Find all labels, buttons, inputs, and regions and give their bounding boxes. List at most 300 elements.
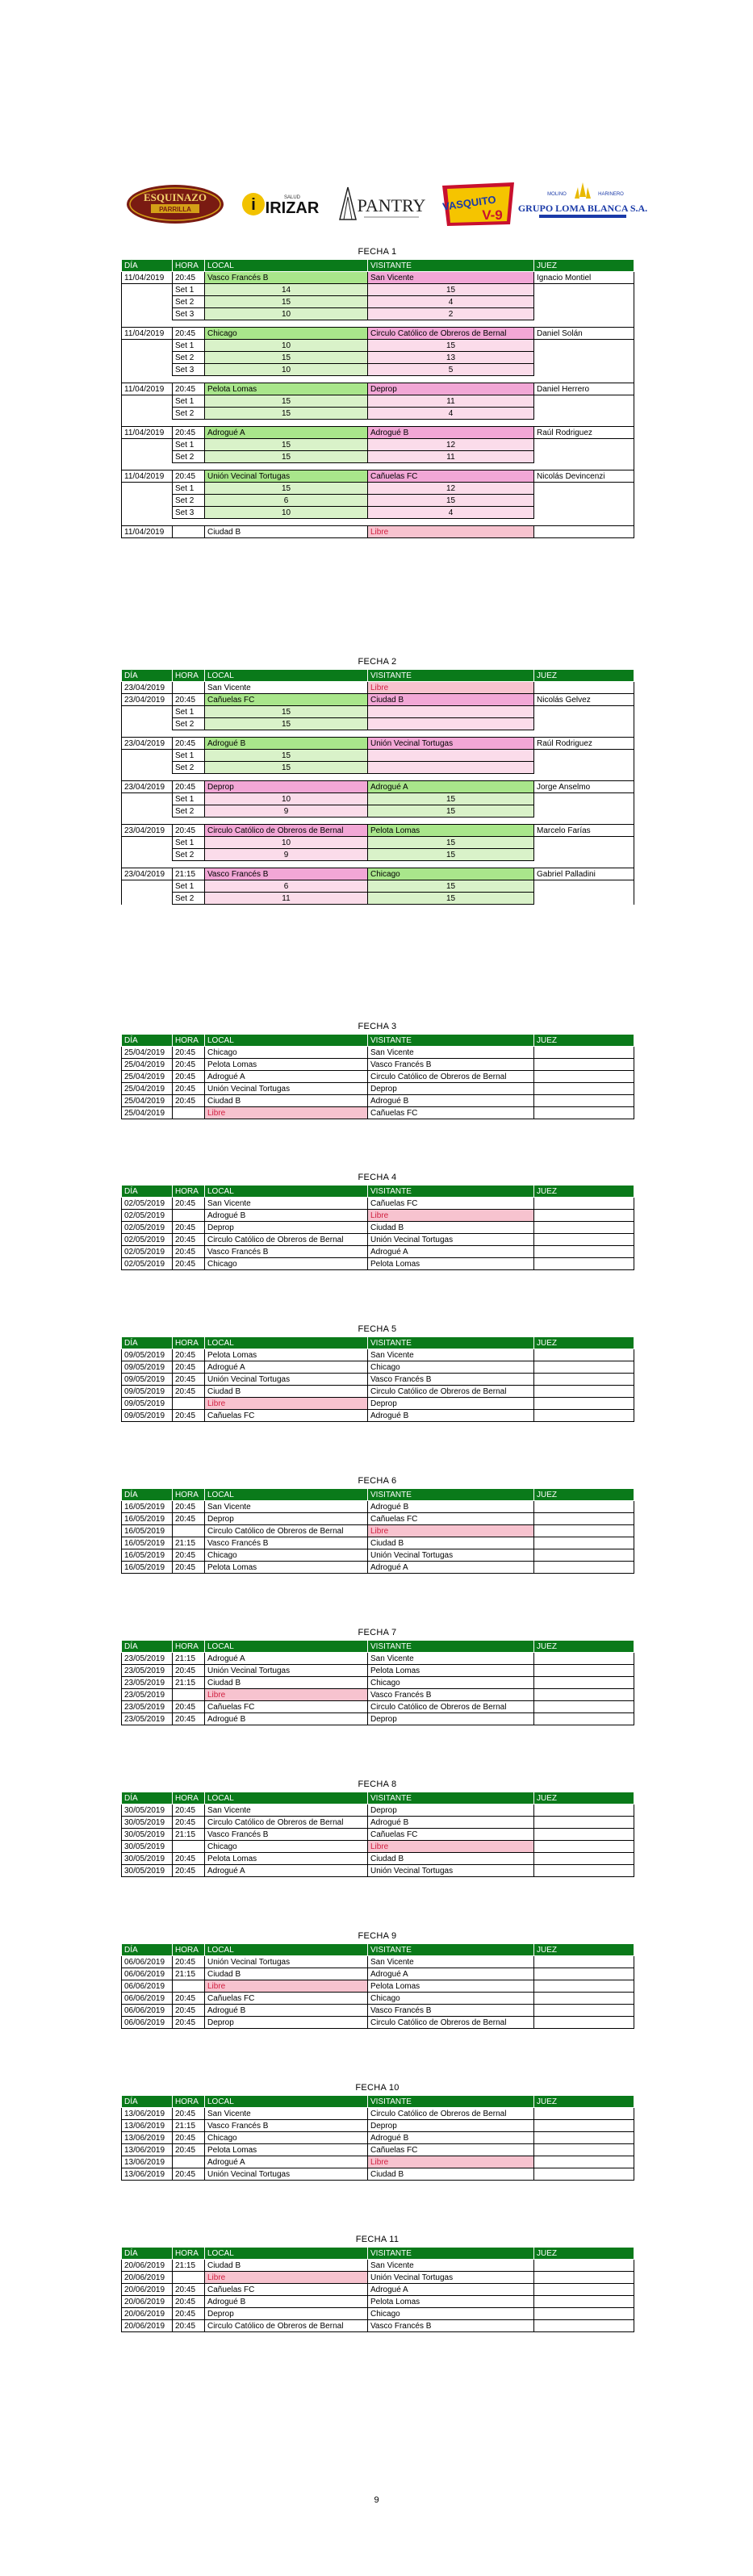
match-row [122,1234,634,1246]
header-visitante: VISITANTE [368,2096,534,2108]
match-date: 25/04/2019 [122,1095,173,1107]
visitante-team: San Vicente [368,272,534,284]
header-dia: DÍA [122,1792,173,1804]
set-label: Set 1 [173,483,205,495]
match-time: 21:15 [173,1968,205,1980]
referee [534,2168,634,2181]
visitante-team: Ciudad B [368,694,534,706]
local-team: Chicago [205,328,368,340]
match-date: 30/05/2019 [122,1829,173,1841]
referee [534,1537,634,1549]
local-team: Ciudad B [205,1677,368,1689]
set-row [122,439,634,451]
match-date: 06/06/2019 [122,1980,173,1993]
header-local: LOCAL [205,2096,368,2108]
referee: Jorge Anselmo [534,781,634,793]
local-team: Pelota Lomas [205,1349,368,1361]
set-visitante-score: 15 [368,849,534,861]
header-dia: DÍA [122,260,173,272]
match-row [122,1841,634,1853]
fixture-table [121,259,634,538]
set-row [122,340,634,352]
table-header-row [122,2096,634,2108]
visitante-team: Deprop [368,1713,534,1725]
visitante-team: Chicago [368,1677,534,1689]
fixture-table [121,1943,634,2029]
match-date: 16/05/2019 [122,1513,173,1525]
match-time: 20:45 [173,694,205,706]
visitante-team: Chicago [368,868,534,880]
referee [534,2260,634,2272]
set-local-score: 15 [205,395,368,408]
set-blank-date [122,837,173,849]
gap-cell [534,774,634,781]
match-date: 23/04/2019 [122,825,173,837]
match-time [173,1980,205,1993]
match-time: 20:45 [173,1047,205,1059]
fecha-title: FECHA 3 [358,1022,397,1031]
visitante-team: Deprop [368,383,534,395]
local-team: Unión Vecinal Tortugas [205,1374,368,1386]
set-blank-juez [534,495,634,507]
match-row [122,1501,634,1513]
local-team: Circulo Católico de Obreros de Bernal [205,825,368,837]
match-row [122,738,634,750]
referee [534,2017,634,2029]
set-blank-date [122,706,173,718]
match-date: 09/05/2019 [122,1398,173,1410]
match-row [122,1374,634,1386]
referee [534,1993,634,2005]
match-date: 09/05/2019 [122,1361,173,1374]
match-time: 20:45 [173,1258,205,1270]
match-date: 23/05/2019 [122,1713,173,1725]
visitante-team: Adrogué B [368,1817,534,1829]
match-gap [122,818,634,825]
set-visitante-score: 15 [368,284,534,296]
local-team: Ciudad B [205,2260,368,2272]
visitante-team: Cañuelas FC [368,1829,534,1841]
set-blank-juez [534,837,634,849]
match-gap [122,861,634,868]
match-row [122,1677,634,1689]
match-date: 13/06/2019 [122,2120,173,2132]
match-date: 23/04/2019 [122,682,173,694]
match-date: 30/05/2019 [122,1865,173,1877]
svg-text:MOLINO: MOLINO [547,192,567,197]
local-team: Pelota Lomas [205,2144,368,2156]
match-row [122,1071,634,1083]
local-team: Circulo Católico de Obreros de Bernal [205,1525,368,1537]
referee [534,2108,634,2120]
match-date: 30/05/2019 [122,1804,173,1817]
set-blank-date [122,352,173,364]
set-blank-juez [534,880,634,893]
match-date: 02/05/2019 [122,1198,173,1210]
header-hora: HORA [173,1337,205,1349]
set-blank-date [122,880,173,893]
referee [534,2156,634,2168]
match-row [122,1968,634,1980]
set-local-score: 10 [205,507,368,519]
visitante-team: Adrogué A [368,1562,534,1574]
local-team: Cañuelas FC [205,1410,368,1422]
header-juez: JUEZ [534,670,634,682]
fecha-title: FECHA 6 [358,1476,397,1486]
gap-cell [122,774,173,781]
visitante-team: Circulo Católico de Obreros de Bernal [368,1386,534,1398]
local-team: San Vicente [205,2108,368,2120]
match-row [122,1956,634,1968]
visitante-team: Pelota Lomas [368,1665,534,1677]
header-hora: HORA [173,2248,205,2260]
header-local: LOCAL [205,1489,368,1501]
set-row [122,364,634,376]
match-date: 25/04/2019 [122,1083,173,1095]
set-row [122,395,634,408]
match-time: 20:45 [173,2168,205,2181]
gap-cell [205,818,368,825]
match-time: 21:15 [173,1653,205,1665]
local-team: Ciudad B [205,1386,368,1398]
svg-text:HARINERO: HARINERO [598,192,624,197]
match-date: 30/05/2019 [122,1817,173,1829]
match-date: 11/04/2019 [122,272,173,284]
fixture-table [121,669,634,905]
match-date: 09/05/2019 [122,1349,173,1361]
set-label: Set 1 [173,837,205,849]
set-label: Set 2 [173,849,205,861]
visitante-team: Circulo Católico de Obreros de Bernal [368,1701,534,1713]
local-team: San Vicente [205,1198,368,1210]
set-blank-juez [534,439,634,451]
referee [534,526,634,538]
local-team: Ciudad B [205,1095,368,1107]
match-row [122,2005,634,2017]
visitante-team: San Vicente [368,1956,534,1968]
match-time [173,1107,205,1119]
fixture-table [121,1185,634,1270]
match-row [122,1258,634,1270]
referee [534,1562,634,1574]
match-date: 06/06/2019 [122,2005,173,2017]
header-juez: JUEZ [534,2248,634,2260]
set-blank-juez [534,364,634,376]
set-visitante-score: 15 [368,893,534,905]
referee [534,1525,634,1537]
referee [534,2005,634,2017]
match-time: 20:45 [173,1349,205,1361]
header-juez: JUEZ [534,1641,634,1653]
match-time: 20:45 [173,1095,205,1107]
svg-text:V-9: V-9 [482,207,503,223]
match-row [122,2132,634,2144]
match-row [122,1107,634,1119]
local-team: Vasco Francés B [205,2120,368,2132]
loma-blanca-logo [517,179,648,229]
local-team: Adrogué B [205,738,368,750]
svg-text:SALUD: SALUD [283,195,301,200]
referee [534,1501,634,1513]
header-local: LOCAL [205,1792,368,1804]
match-time: 20:45 [173,1361,205,1374]
referee [534,1817,634,1829]
match-date: 13/06/2019 [122,2108,173,2120]
local-team: Chicago [205,1047,368,1059]
header-hora: HORA [173,1641,205,1653]
set-blank-juez [534,284,634,296]
gap-cell [173,861,205,868]
set-visitante-score: 15 [368,880,534,893]
match-gap [122,420,634,427]
referee: Marcelo Farías [534,825,634,837]
match-time: 20:45 [173,2296,205,2308]
fixture-table [121,1034,634,1119]
match-time: 20:45 [173,383,205,395]
match-time: 20:45 [173,1386,205,1398]
local-team: Cañuelas FC [205,694,368,706]
set-local-score: 15 [205,750,368,762]
table-header-row [122,260,634,272]
local-team: Pelota Lomas [205,383,368,395]
match-time: 20:45 [173,1865,205,1877]
referee [534,1513,634,1525]
match-time: 21:15 [173,2260,205,2272]
header-visitante: VISITANTE [368,670,534,682]
local-team: Libre [205,1689,368,1701]
referee [534,1956,634,1968]
header-local: LOCAL [205,1944,368,1956]
match-time: 20:45 [173,1804,205,1817]
table-header-row [122,1944,634,1956]
referee [534,1349,634,1361]
local-team: Vasco Francés B [205,1246,368,1258]
set-blank-juez [534,296,634,308]
set-local-score: 9 [205,849,368,861]
set-local-score: 15 [205,352,368,364]
match-row [122,1853,634,1865]
match-time [173,1398,205,1410]
set-blank-date [122,296,173,308]
visitante-team: Adrogué B [368,427,534,439]
visitante-team: Deprop [368,1804,534,1817]
local-team: Libre [205,1398,368,1410]
gap-cell [368,519,534,526]
match-time: 20:45 [173,1083,205,1095]
match-row [122,2284,634,2296]
set-blank-date [122,451,173,463]
match-row [122,1386,634,1398]
match-row [122,2272,634,2284]
set-row [122,507,634,519]
match-date: 16/05/2019 [122,1537,173,1549]
set-blank-juez [534,793,634,805]
match-row [122,1398,634,1410]
visitante-team: San Vicente [368,1047,534,1059]
set-visitante-score: 12 [368,483,534,495]
match-time [173,1689,205,1701]
set-local-score: 10 [205,793,368,805]
esquinazo-logo [121,179,230,229]
gap-cell [173,420,205,427]
referee [534,1665,634,1677]
referee [534,2308,634,2320]
local-team: Adrogué A [205,427,368,439]
set-blank-date [122,408,173,420]
match-date: 23/05/2019 [122,1677,173,1689]
header-visitante: VISITANTE [368,1186,534,1198]
match-row [122,1980,634,1993]
local-team: Adrogué A [205,1865,368,1877]
header-dia: DÍA [122,1337,173,1349]
fixture-table [121,1792,634,1877]
visitante-team: Adrogué A [368,781,534,793]
match-date: 16/05/2019 [122,1501,173,1513]
local-team: Unión Vecinal Tortugas [205,2168,368,2181]
match-date: 02/05/2019 [122,1210,173,1222]
referee [534,1853,634,1865]
visitante-team: Deprop [368,2120,534,2132]
set-blank-date [122,805,173,818]
referee [534,1701,634,1713]
svg-text:ESQUINAZO: ESQUINAZO [143,191,207,203]
match-row [122,427,634,439]
local-team: San Vicente [205,1804,368,1817]
header-hora: HORA [173,1944,205,1956]
visitante-team: Libre [368,682,534,694]
referee [534,1865,634,1877]
match-row [122,1059,634,1071]
match-time [173,1210,205,1222]
match-date: 02/05/2019 [122,1246,173,1258]
referee [534,2132,634,2144]
visitante-team: Circulo Católico de Obreros de Bernal [368,1071,534,1083]
gap-cell [122,818,173,825]
header-hora: HORA [173,1792,205,1804]
visitante-team: Vasco Francés B [368,2005,534,2017]
match-row [122,2296,634,2308]
local-team: Adrogué B [205,1210,368,1222]
match-row [122,2260,634,2272]
local-team: Chicago [205,2132,368,2144]
set-local-score: 6 [205,495,368,507]
referee [534,1107,634,1119]
match-date: 30/05/2019 [122,1853,173,1865]
referee [534,1386,634,1398]
local-team: Circulo Católico de Obreros de Bernal [205,1234,368,1246]
referee [534,1689,634,1701]
match-row [122,1047,634,1059]
header-visitante: VISITANTE [368,1035,534,1047]
match-row [122,1349,634,1361]
visitante-team: Circulo Católico de Obreros de Bernal [368,328,534,340]
referee [534,1222,634,1234]
local-team: Vasco Francés B [205,1829,368,1841]
fixture-table [121,1488,634,1574]
match-date: 06/06/2019 [122,1993,173,2005]
match-row [122,2320,634,2332]
set-blank-juez [534,308,634,320]
match-time: 20:45 [173,1549,205,1562]
visitante-team: Adrogué B [368,1501,534,1513]
table-header-row [122,1035,634,1047]
referee [534,1374,634,1386]
set-blank-juez [534,395,634,408]
match-row [122,1095,634,1107]
header-visitante: VISITANTE [368,1792,534,1804]
match-date: 23/05/2019 [122,1701,173,1713]
set-blank-juez [534,706,634,718]
local-team: Ciudad B [205,1968,368,1980]
gap-cell [205,774,368,781]
local-team: Pelota Lomas [205,1562,368,1574]
visitante-team: Cañuelas FC [368,1513,534,1525]
set-local-score: 15 [205,439,368,451]
match-row [122,825,634,837]
visitante-team: Libre [368,1210,534,1222]
referee [534,1246,634,1258]
fixture-table [121,1336,634,1422]
match-date: 25/04/2019 [122,1047,173,1059]
set-blank-juez [534,352,634,364]
set-blank-date [122,439,173,451]
set-label: Set 2 [173,495,205,507]
match-date: 20/06/2019 [122,2272,173,2284]
set-local-score: 10 [205,837,368,849]
match-date: 11/04/2019 [122,470,173,483]
table-header-row [122,1489,634,1501]
match-date: 23/04/2019 [122,738,173,750]
match-time [173,526,205,538]
match-time: 20:45 [173,1993,205,2005]
referee [534,1198,634,1210]
fecha-title: FECHA 5 [358,1324,397,1334]
gap-cell [173,519,205,526]
set-visitante-score [368,718,534,730]
match-time: 20:45 [173,2017,205,2029]
match-date: 13/06/2019 [122,2132,173,2144]
set-blank-juez [534,893,634,905]
match-row [122,1222,634,1234]
local-team: Vasco Francés B [205,272,368,284]
match-date: 20/06/2019 [122,2308,173,2320]
referee [534,1841,634,1853]
local-team: Circulo Católico de Obreros de Bernal [205,1817,368,1829]
set-visitante-score [368,706,534,718]
set-label: Set 2 [173,762,205,774]
local-team: Deprop [205,1513,368,1525]
referee [534,682,634,694]
gap-cell [534,519,634,526]
match-gap [122,519,634,526]
referee [534,1980,634,1993]
set-blank-juez [534,408,634,420]
match-time: 20:45 [173,1501,205,1513]
local-team: Unión Vecinal Tortugas [205,1083,368,1095]
gap-cell [205,519,368,526]
local-team: Pelota Lomas [205,1059,368,1071]
match-row [122,2156,634,2168]
set-row [122,750,634,762]
set-label: Set 3 [173,364,205,376]
set-local-score: 9 [205,805,368,818]
gap-cell [368,376,534,383]
set-row [122,893,634,905]
match-date: 16/05/2019 [122,1549,173,1562]
set-blank-date [122,364,173,376]
local-team: Circulo Católico de Obreros de Bernal [205,2320,368,2332]
gap-cell [122,420,173,427]
